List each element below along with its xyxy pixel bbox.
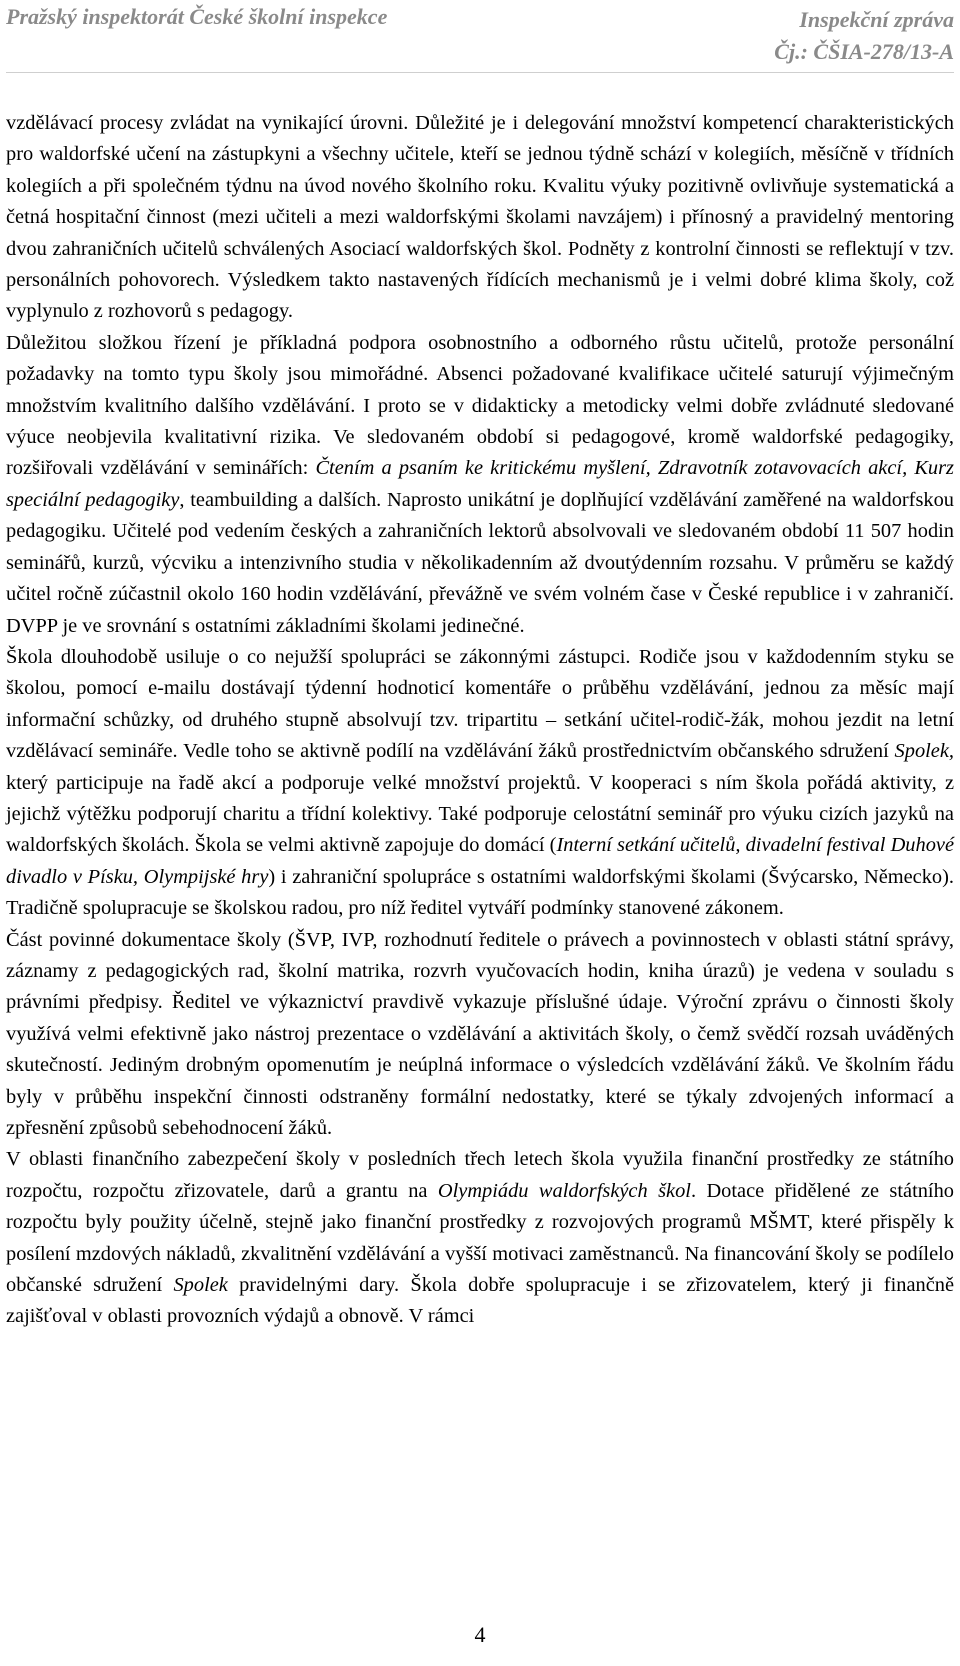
italic-text: Spolek,: [894, 740, 954, 763]
text-run: , teambuilding a dalších. Naprosto unikátní je doplňující vzdělávání zaměřené na waldorfskou pedagogiku. Učitelé pod vedením českých a zahraničních lektorů absolvovali ve sledovaném období 11 507 hodin seminářů, kurzů, výcviku a intenzivního studia v několikadenním až dvoutýdenním rozsahu. V průměru se každý učitel ročně zúčastnil okolo 160 hodin vzdělávání, převážně ve svém volném čase v České republice i v zahraničí. DVPP je ve srovnání s ostatními základními školami jedinečné.: [6, 488, 954, 637]
reference-number: Čj.: ČŠIA-278/13-A: [774, 39, 954, 64]
header-divider: [6, 72, 954, 73]
text-run: Škola dlouhodobě usiluje o co nejužší spolupráci se zákonnými zástupci. Rodiče jsou v každodenním styku se školou, pomocí e-mailu dostávají týdenní hodnoticí komentáře o průběhu vzdělávání, jednou za měsíc mají informační schůzky, od druhého stupně absolvují tzv. tripartitu – setkání učitel-rodič-žák, mohou jezdit na letní vzdělávací semináře. Vedle toho se aktivně podílí na vzdělávání žáků prostřednictvím občanského sdružení: [6, 645, 954, 763]
text-run: . Dotace přidělené ze státního rozpočtu byly použity účelně, stejně jako finanční prostředky z rozvojových programů MŠMT, které přispěly k posílení mzdových nákladů, zkvalitnění vzdělávání a vyšší motivaci zaměstnanců. Na financování školy se podílelo občanské sdružení: [6, 1179, 954, 1297]
report-type: Inspekční zpráva: [799, 7, 954, 32]
italic-text: Olympiádu waldorfských škol: [437, 1179, 691, 1202]
report-header: [774, 4, 954, 68]
text-run: Důležitou složkou řízení je příkladná podpora osobnostního a odborného růstu učitelů, protože personální požadavky na tomto typu školy jsou mimořádné. Absenci požadované kvalifikace učitelé saturují výjimečným množstvím kvalitního dalšího vzdělávání. I proto se v didakticky a metodicky velmi dobře zvládnuté sledované výuce neobjevila kvalitativní rizika. Ve sledovaném období si pedagogové, kromě waldorfské pedagogiky, rozšiřovali vzdělávání v seminářích:: [6, 331, 954, 480]
italic-text: Spolek: [173, 1274, 228, 1297]
paragraph: [6, 328, 954, 642]
paragraph: [6, 108, 954, 328]
text-run: ) i zahraniční spolupráce s ostatními waldorfskými školami (Švýcarsko, Německo). Tradičně spolupracuje se školskou radou, pro níž ředitel vytváří podmínky stanovené zákonem.: [6, 865, 954, 920]
paragraph: [6, 925, 954, 1145]
text-run: Část povinné dokumentace školy (ŠVP, IVP, rozhodnutí ředitele o právech a povinnostech v oblasti státní správy, záznamy z pedagogických rad, školní matrika, rozvrh vyučovacích hodin, kniha úrazů) je vedena v souladu s právními předpisy. Ředitel ve výkaznictví pravdivě vykazuje příslušné údaje. Výroční zprávu o činnosti školy využívá velmi efektivně jako nástroj prezentace o vzdělávání a aktivitách školy, o čemž svědčí rozsah uváděných skutečností. Jediným drobným opomenutím je neúplná informace o výsledcích vzdělávání žáků. Ve školním řádu byly v průběhu inspekční činnosti odstraněny formální nedostatky, které se týkaly zdvojených informací a zpřesnění způsobů sebehodnocení žáků.: [6, 928, 954, 1139]
text-run: který participuje na řadě akcí a podporuje velké množství projektů. V kooperaci s ním škola pořádá aktivity, z jejichž výtěžku podporují charitu a třídní kolektivy. Také podporuje celostátní seminář pro výuku cizích jazyků na waldorfských školách. Škola se velmi aktivně zapojuje do domácí (: [6, 771, 954, 857]
page-number: 4: [474, 1622, 486, 1647]
paragraph: [6, 642, 954, 925]
inspectorate-title: Pražský inspektorát České školní inspekce: [6, 4, 388, 29]
text-run: pravidelnými dary. Škola dobře spolupracuje i se zřizovatelem, který ji finančně zajišťoval v oblasti provozních výdajů a obnově. V rámci: [6, 1274, 954, 1328]
italic-text: Interní setkání učitelů, divadelní festival Duhové divadlo v Písku, Olympijské hry: [6, 834, 954, 888]
italic-text: Čtením a psaním ke kritickému myšlení, Zdravotník zotavovacích akcí, Kurz speciální pedagogiky: [6, 457, 954, 511]
text-run: V oblasti finančního zabezpečení školy v posledních třech letech škola využila finanční prostředky ze státního rozpočtu, rozpočtu zřizovatele, darů a grantu na: [6, 1148, 954, 1202]
text-run: vzdělávací procesy zvládat na vynikající úrovni. Důležité je i delegování množství kompetencí charakteristických pro waldorfské učení na zástupkyni a všechny učitele, kteří se jednou týdně schází v kolegiích, měsíčně v třídních kolegiích a při společném týdnu na úvod nového školního roku. Kvalitu výuky pozitivně ovlivňuje systematická a četná hospitační činnost (mezi učiteli a mezi waldorfskými školami navzájem) i přínosný a pravidelný mentoring dvou zahraničních učitelů schválených Asociací waldorfských škol. Podněty z kontrolní činnosti se reflektují v tzv. personálních pohovorech. Výsledkem takto nastavených řídících mechanismů je i velmi dobré klima školy, což vyplynulo z rozhovorů s pedagogy.: [6, 112, 954, 323]
page-header: [6, 4, 954, 66]
paragraph: [6, 1144, 954, 1332]
report-body: [6, 108, 954, 1333]
